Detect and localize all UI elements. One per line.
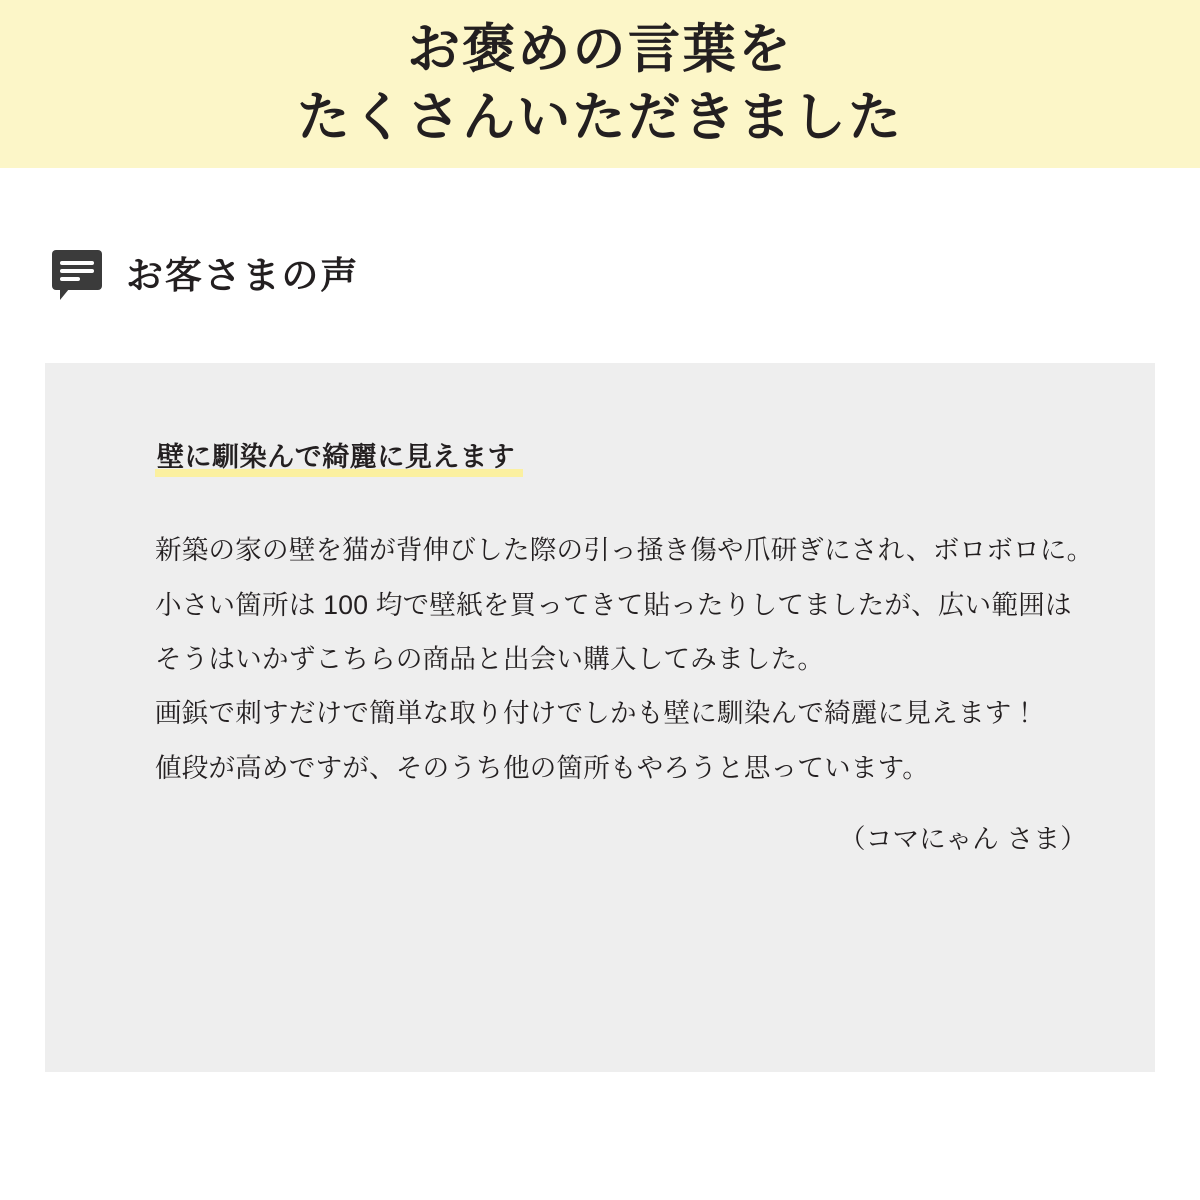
hero-title-line-2: たくさんいただきました — [296, 88, 904, 147]
review-body — [155, 523, 1095, 795]
review-paragraph: 画鋲で刺すだけで簡単な取り付けでしかも壁に馴染んで綺麗に見えます！ — [155, 698, 1039, 729]
hero-banner — [0, 0, 1200, 168]
section-header — [52, 250, 1200, 300]
section-title: お客さまの声 — [126, 254, 360, 296]
review-title-container — [155, 441, 517, 477]
speech-balloon-line-1 — [60, 261, 94, 265]
review-paragraph: 値段が高めですが、そのうち他の箇所もやろうと思っています。 — [155, 752, 930, 783]
review-paragraph: 新築の家の壁を猫が背伸びした際の引っ掻き傷や爪研ぎにされ、ボロボロに。小さい箇所は 100 均で壁紙を買ってきて貼ったりしてましたが、広い範囲はそうはいかずこちらの商品と出会い購入してみました。 — [155, 535, 1094, 675]
review-author: （コマにゃん さま） — [839, 823, 1087, 854]
review-title: 壁に馴染んで綺麗に見えます — [157, 442, 516, 472]
speech-balloon-line-3 — [60, 277, 80, 281]
review-card — [45, 363, 1155, 1072]
speech-balloon-line-2 — [60, 269, 94, 273]
hero-title-line-1: お褒めの言葉を — [407, 20, 793, 80]
speech-balloon-tail — [60, 289, 69, 300]
speech-balloon-icon — [52, 250, 102, 300]
